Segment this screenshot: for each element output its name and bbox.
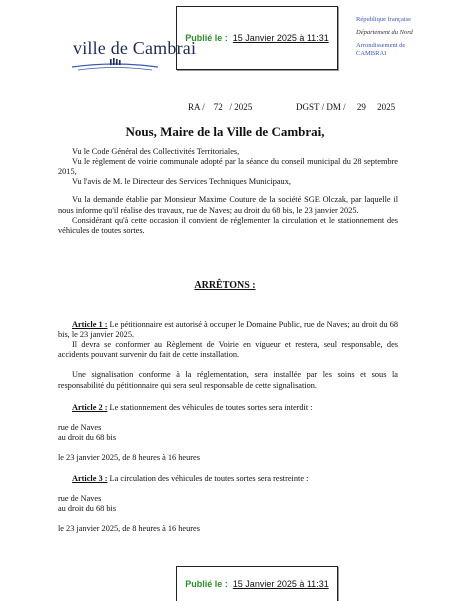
recital-cgct: Vu le Code Général des Collectivités Territoriales, xyxy=(72,147,240,156)
recital-demande: Vu la demande établie par Monsieur Maxime Couture de la société SGE Olczak, par laquelle il nous informe qu'il réalise des travaux, rue de Naves; au droit du 68 bis, le 23 janvier 2025. xyxy=(58,195,398,215)
header-arrondissement: Arrondissement de xyxy=(356,41,406,49)
publication-stamp-bottom xyxy=(176,566,338,601)
recital-reglement: Vu le règlement de voirie communale adopté par la séance du conseil municipal du 28 septembre 2015, xyxy=(58,157,398,177)
recital-avis: Vu l'avis de M. le Directeur des Services Techniques Municipaux, xyxy=(72,177,291,187)
article-3-date: le 23 janvier 2025, de 8 heures à 16 heures xyxy=(58,524,200,534)
article-1-responsibility: Il devra se conformer au Règlement de Voirie en vigueur et restera, seul responsable, des accidents pouvant survenir du fait de cette installation. xyxy=(58,340,398,360)
article-3-street: rue de Naves xyxy=(58,494,102,504)
reference-left: RA / 72 / 2025 xyxy=(188,102,253,112)
administrative-header xyxy=(356,16,446,59)
arretons-heading: ARRÊTONS : xyxy=(194,280,256,291)
article-2-number: au droit du 68 bis xyxy=(58,433,117,443)
stamp-date: 15 Janvier 2025 à 11:31 xyxy=(232,579,329,589)
stamp-label: Publié le : xyxy=(185,33,228,43)
article-3-label: Article 3 : xyxy=(72,474,108,483)
article-3 xyxy=(58,474,398,534)
article-2-label: Article 2 : xyxy=(72,403,108,412)
city-logo-graphic xyxy=(70,58,160,72)
header-republic: République française xyxy=(356,16,412,23)
publication-stamp-top xyxy=(176,6,338,70)
article-2-street: rue de Naves xyxy=(58,423,102,433)
recital-considerant: Considérant qu'à cette occasion il convient de réglementer la circulation et le stationnement des véhicules de toutes sortes. xyxy=(58,215,398,235)
stamp-date: 15 Janvier 2025 à 11:31 xyxy=(232,33,329,43)
reference-right: DGST / DM / 29 2025 xyxy=(296,102,396,112)
header-department: Département du Nord xyxy=(356,28,413,36)
article-3-number: au droit du 68 bis xyxy=(58,504,117,514)
article-1-text: Le pétitionnaire est autorisé à occuper le Domaine Public, rue de Naves; au droit du 68 bis, le 23 janvier 2025. xyxy=(58,320,399,340)
article-2-date: le 23 janvier 2025, de 8 heures à 16 heures xyxy=(58,453,200,463)
header-city: CAMBRAI xyxy=(356,50,387,58)
article-3-text: La circulation des véhicules de toutes sortes sera restreinte : xyxy=(107,474,309,483)
stamp-label: Publié le : xyxy=(185,579,228,589)
article-2 xyxy=(58,403,398,463)
article-1-label: Article 1 : xyxy=(72,320,108,329)
article-1-signalisation: Une signalisation conforme à la réglementation, sera installée par les soins et sous la responsabilité du pétitionnaire qui sera seul responsable de cette signalisation. xyxy=(58,370,398,390)
article-2-text: Le stationnement des véhicules de toutes sortes sera interdit : xyxy=(107,403,313,412)
recitals xyxy=(58,147,398,236)
page-title: Nous, Maire de la Ville de Cambrai, xyxy=(125,124,325,139)
article-1 xyxy=(58,320,398,391)
city-logo-text: ville de Cambrai xyxy=(73,38,197,58)
